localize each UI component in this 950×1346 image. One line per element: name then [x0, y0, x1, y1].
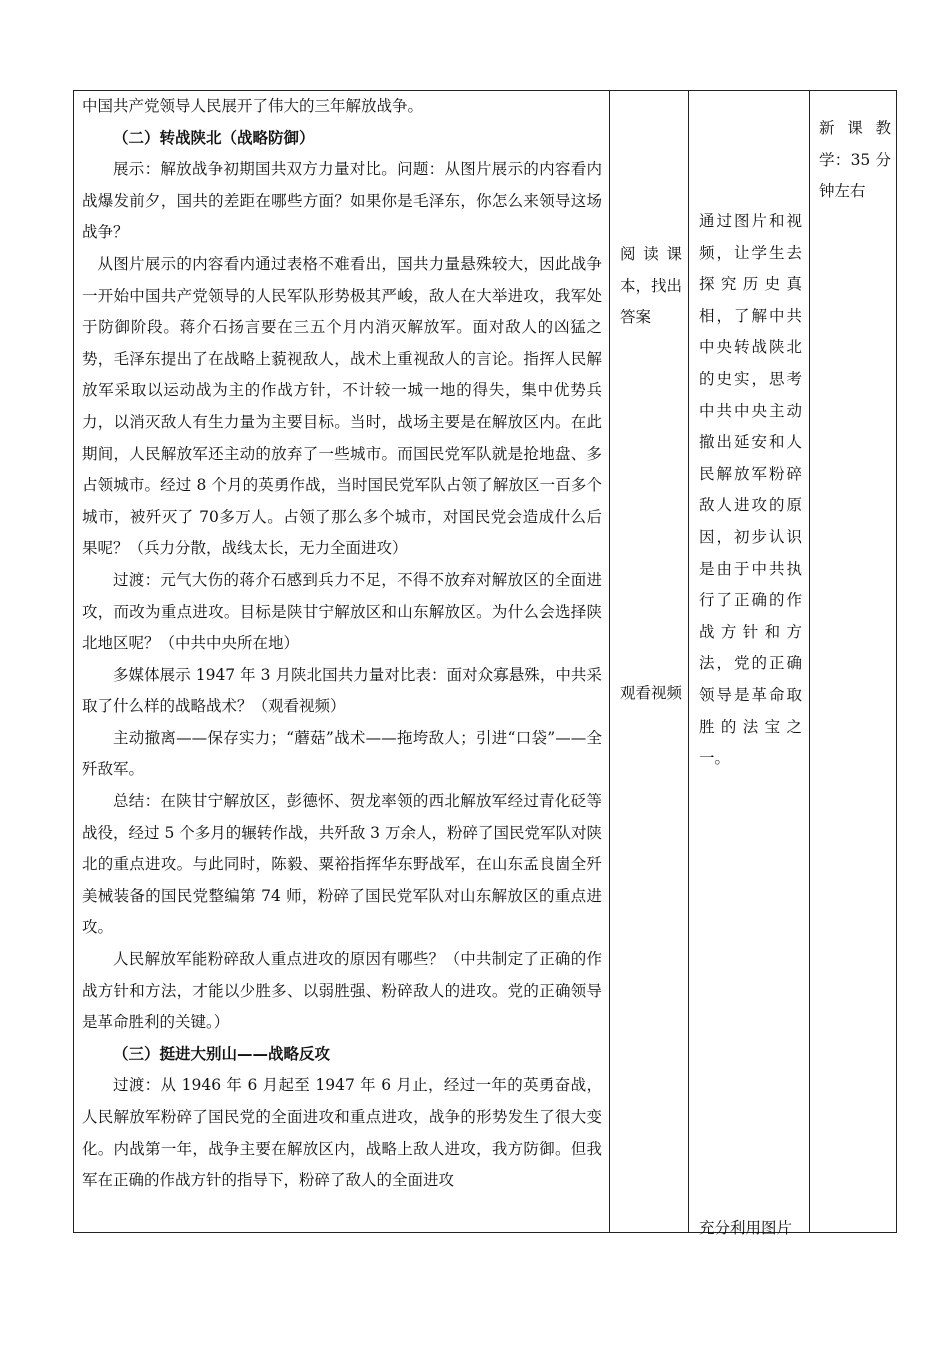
- design-intent-text-2: 充分利用图片: [699, 1219, 793, 1237]
- content-line: 中国共产党领导人民展开了伟大的三年解放战争。: [82, 97, 424, 115]
- table-row: [74, 91, 897, 1233]
- paragraph-transition-1: 过渡：元气大伤的蒋介石感到兵力不足，不得不放弃对解放区的全面进攻，而改为重点进攻。目标是陕甘宁解放区和山东解放区。为什么会选择陕北地区呢？（中共中央所在地）: [82, 570, 602, 653]
- paragraph-tactics: 主动撤离——保存实力；“蘑菇”战术——拖垮敌人；引进“口袋”——全歼敌军。: [82, 728, 602, 779]
- paragraph-media: 多媒体展示 1947 年 3 月陕北国共力量对比表：面对众寡悬殊，中共采取了什么样的战略战术？（观看视频）: [82, 665, 602, 716]
- section-heading-3: （三）挺进大别山——战略反攻: [113, 1044, 331, 1063]
- paragraph-transition-2: 过渡：从 1946 年 6 月起至 1947 年 6 月止，经过一年的英勇奋战，人民解放军粉碎了国民党的全面进攻和重点进攻，战争的形势发生了很大变化。内战第一年，战争主要在解放区内，战略上敌人进攻，我方防御。但我军在正确的作战方针的指导下，粉碎了敌人的全面进攻: [82, 1076, 602, 1190]
- paragraph-summary: 总结：在陕甘宁解放区，彭德怀、贺龙率领的西北解放军经过青化砭等战役，经过 5 个多月的辗转作战，共歼敌 3 万余人，粉碎了国民党军队对陕北的重点进攻。与此同时，陈毅、粟裕指挥华东野战军，在山东孟良崮全歼美械装备的国民党整编第 74 师，粉碎了国民党军队对山东解放区的重点进攻。: [82, 792, 602, 937]
- student-activity-cell: [610, 91, 689, 1233]
- activity-read: 阅读课本，找出答案: [620, 245, 683, 327]
- stage-time-cell: [810, 91, 897, 1233]
- design-intent-cell: [689, 91, 810, 1237]
- teaching-content-cell: [74, 91, 610, 1233]
- design-intent-text: 通过图片和视频，让学生去探究历史真相，了解中共中央转战陕北的史实，思考中共中央主动撤出延安和人民解放军粉碎敌人进攻的原因，初步认识是由于中共执行了正确的作战方针和方法，党的正确领导是革命取胜的法宝之一。: [699, 212, 802, 768]
- lesson-plan-table: [73, 90, 897, 1237]
- paragraph-reason: 人民解放军能粉碎敌人重点进攻的原因有哪些？（中共制定了正确的作战方针和方法，才能以少胜多、以弱胜强、粉碎敌人的进攻。党的正确领导是革命胜利的关键。）: [82, 950, 602, 1032]
- paragraph-answer: 从图片展示的内容看内通过表格不难看出，国共力量悬殊较大，因此战争一开始中国共产党领导的人民军队形势极其严峻，敌人在大举进攻，我军处于防御阶段。蒋介石扬言要在三五个月内消灭解放军。面对敌人的凶猛之势，毛泽东提出了在战略上藐视敌人，战术上重视敌人的言论。指挥人民解放军采取以运动战为主的作战方针，不计较一城一地的得失，集中优势兵力，以消灭敌人有生力量为主要目标。当时，战场主要是在解放区内。在此期间，人民解放军还主动的放弃了一些城市。而国民党军队就是抢地盘、多占领城市。经过 8 个月的英勇作战，当时国民党军队占领了解放区一百多个城市，被歼灭了 70多万人。占领了那么多个城市，对国民党会造成什么后果呢？（兵力分散，战线太长，无力全面进攻）: [82, 254, 602, 558]
- stage-time-text: 新课教学：35 分钟左右: [819, 119, 891, 201]
- paragraph-show: 展示：解放战争初期国共双方力量对比。问题：从图片展示的内容看内战爆发前夕，国共的差距在哪些方面？如果你是毛泽东，你怎么来领导这场战争？: [82, 160, 602, 242]
- section-heading-2: （二）转战陕北（战略防御）: [113, 128, 315, 147]
- activity-watch: 观看视频: [620, 684, 683, 702]
